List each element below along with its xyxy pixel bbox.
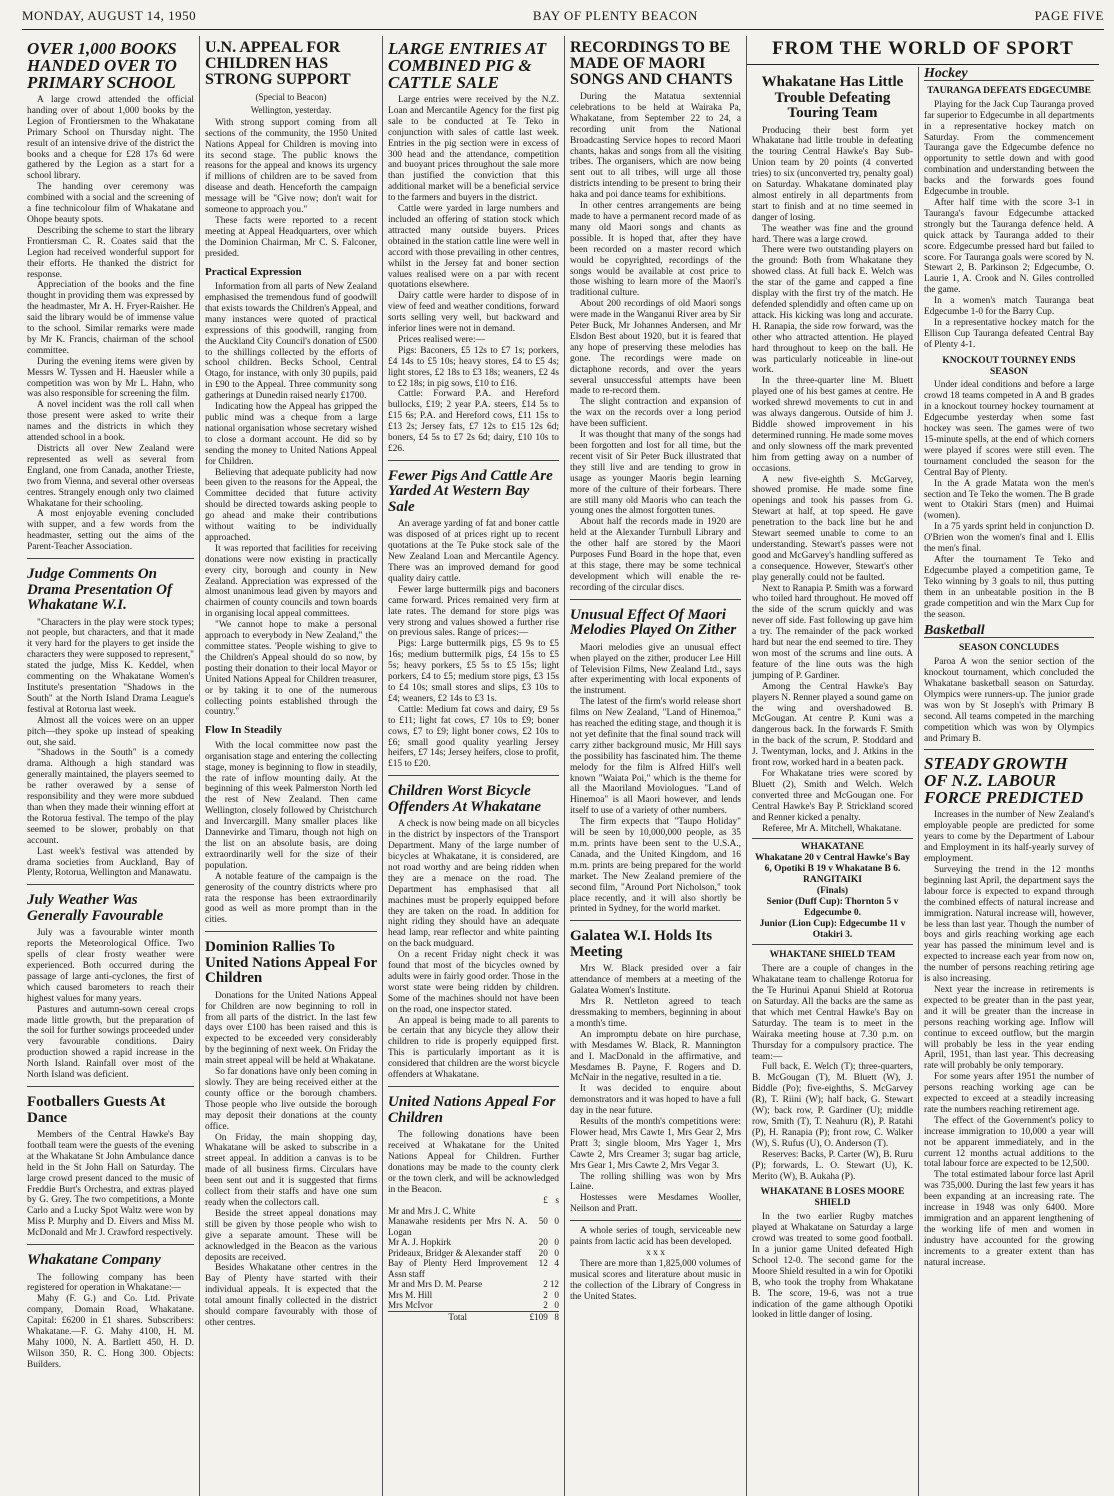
paragraph: After half time with the score 3-1 in Tauranga's favour Edgecumbe attacked strongly but the Tauranga defence held. A quick attack by Tauranga added to their score. Edgecumbe pressed hard but failed to score. For Tauranga goals were scored by N. Stewart 2, B. Parkinson 2; Edgecumbe, O. Laurie 1, A. Crook and N. Giles controlled the game. (924, 197, 1094, 296)
article-body (924, 810, 1094, 1268)
article-headline: Fewer Pigs And Cattle Are Yarded At Western Bay Sale (388, 467, 553, 515)
subheading: WHAKTANE SHIELD TEAM (769, 950, 896, 961)
article-body (27, 1273, 194, 1371)
article-body (752, 126, 913, 835)
article-body (27, 95, 194, 553)
paragraph: The total estimated labour force last April was 735,000. During the last few years it has been expanding at an increasing rate. The increase in 1948 was only 6400. More immigration and an apparent lengthening of the working life of men and women in industry have accounted for the growing increments to a greater extent than has natural increase. (924, 1170, 1094, 1268)
paragraph: Next year the increase in retirements is expected to be greater than in the past year, and it will be greater than the increase in persons reaching working age. Inflow will continue to exceed outflow, but the margin will probably be less in the year ending April, 1951, than last year. This decreasing rate will probably be only temporary. (924, 984, 1094, 1072)
pounds-header: £ (543, 1195, 548, 1206)
paragraph: Producing their best form yet Whakatane had little trouble in defeating the touring Central Hawke's Bay Sub-Union team by 20 points (4 converted tries) to six (unconverted try, penalty goal) on Saturday. Whakatane dominated play almost entirely in all departments from start to finish and at no time seemed in danger of losing. (752, 125, 913, 223)
total-label: Total (388, 1311, 527, 1322)
donation-row (388, 1237, 559, 1248)
total-pounds: £109 (529, 1311, 548, 1322)
paragraph: In a 75 yards sprint held in conjunction D. O'Brien won the women's final and I. Ellis the men's final. (924, 522, 1094, 555)
article-body (752, 964, 913, 1182)
sport-columns (747, 67, 1099, 1496)
article-body (205, 741, 377, 926)
sport-banner: FROM THE WORLD OF SPORT (747, 36, 1099, 65)
paragraph: A large crowd attended the official handing over of about 1,000 books by the Legion of Frontiersmen to the Whakatane Primary School on Thursday night. The result of an intensive drive of the district the books and a cheque for £28 17s 6d were gathered by the Legion as a start for a school library. (27, 95, 194, 182)
article-body (205, 282, 377, 718)
article-headline: STEADY GROWTH OF N.Z. LABOUR FORCE PREDICTED (924, 754, 1084, 808)
article-headline: Whakatane Has Little Trouble Defeating Touring Team (761, 74, 904, 121)
results-line: Whakatane 20 v Central Hawke's Bay 6, Opotiki B 19 v Whakatane B 6. (755, 853, 910, 875)
paragraph: Believing that adequate publicity had now been given to the reasons for the Appeal, the Committee decided that future activity should be directed towards asking people to go ahead and make their contributions without waiting to be individually approached. (205, 467, 377, 543)
article-headline: Judge Comments On Drama Presentation Of Whakatane W.I. (27, 566, 173, 614)
paragraph: "Characters in the play were stock types; not people, but characters, and that it made it very hard for the players to get inside the characters they were supposed to represent," stated the judge, Miss K. Keddel, when commenting on the Whakatane Women's Institute's presentation "Shadows in the South" at the North Island Drama League's festival at Rotorua last week. (27, 617, 194, 715)
paragraph: Full back, E. Welch (T); three-quarters, B. McGougan (T), M. Bluett (W), J. Biddle (Po); five-eighths, S. McGarvey (R), T. Riini (W); half back, G. Stewart (W); back row, P. Gardiner (U); middle row, Smith (T), T. Neahuru (R), P. Ratahi (P), H. Ranapia (P); front row, C. Walker (W), S. Rufus (U), O. Anderson (T). (752, 1062, 913, 1149)
filler-text: A whole series of tough, serviceable new paints from lactic acid has been developed. (570, 1226, 741, 1248)
article-body (924, 657, 1094, 744)
divider (388, 460, 559, 461)
article-body (924, 380, 1094, 620)
paragraph: The weather was fine and the ground hard. There was a large crowd. (752, 223, 913, 245)
article-headline: Galatea W.I. Holds Its Meeting (570, 928, 713, 960)
divider (27, 1244, 194, 1245)
results-heading: (Finals) (816, 886, 849, 897)
article-body (388, 519, 559, 770)
paragraph: For some years after 1951 the number of persons reaching working age can be expected to exceed at a steadily increasing rate the numbers reaching retirement age. (924, 1072, 1094, 1115)
paragraph: So far donations have only been coming in slowly. They are being received either at the county office or the borough chambers. Those people who live outside the borough may deposit their donations at the county office. (205, 1067, 377, 1132)
paragraph: Districts all over New Zealand were represented as well as several from England, one from Canada, another Trieste, two from Vienna, and several other overseas centres. Strangely enough only two claimed Whakatane for their schooling. (27, 444, 194, 509)
paragraph: For Whakatane tries were scored by Bluett (2), Smith and Welch. Welch converted three and McGougan one. For Central Hawke's Bay P. Strickland scored and Renner kicked a penalty. (752, 768, 913, 823)
donations-total-row (388, 1311, 559, 1322)
article-body (27, 928, 194, 1081)
donation-row (388, 1248, 559, 1259)
donation-pounds: 20 (538, 1237, 548, 1248)
results-line: Junior (Lion Cup): Edgecumbe 11 v Otakiri 3. (759, 919, 906, 941)
paragraph: Cattle: Medium fat cows and dairy, £9 5s to £11; light fat cows, £7 10s to £9; boner cows, £7 to £9; light boner cows, £2 10s to £6; small good quality yearling Jersey heifers, £7 14s; Jersey heifers, close to profit, £15 to £20. (388, 704, 559, 770)
paragraph: Pigs: Large buttermilk pigs, £5 9s to £5 16s; medium buttermilk pigs, £4 15s to £5 5s; heavy porkers, £5 5s to £5 15s; light porkers, £4 to £5; medium store pigs, £3 15s to £4 10s; small stores and slips, £3 10s to £4; weaners, £2 14s to £3 1s. (388, 639, 559, 704)
byline: (Special to Beacon) (255, 92, 327, 102)
donor-name: Mr A. J. Hopkirk (388, 1237, 452, 1248)
paragraph: During the Matatua sextennial celebrations to be held at Wairaka Pa, Whakatane, from September 22 to 24, a recording unit from the National Broadcasting Service hopes to record Maori chants, hakas and songs from all the visiting tribes. The organisers, which are now being sent out to all tribes, will urge all those districts intending to be present to bring their haka and poi dance teams for exhibitions. (570, 92, 741, 201)
paragraph: Increases in the number of New Zealand's employable people are predicted for some years to come by the Department of Labour and Employment in its half-yearly survey of employment. (924, 810, 1094, 865)
paragraph: The handing over ceremony was combined with a social and the screening of a fine technicolour film of Whakatane and Ohope beauty spots. (27, 182, 194, 225)
paragraph: Cattle were yarded in large numbers and included an offering of station stock which attracted many outside buyers. Prices obtained in the station cattle line were well in accord with those prevailing in other centres, whilst in the Jersey fat and boner section values realised were on a par with recent quotations elsewhere. (388, 204, 559, 291)
article-headline: Footballers Guests At Dance (27, 1094, 166, 1126)
paragraph: An appeal is being made to all parents to be certain that any bicycle they allow their children to ride is properly equipped first. This is particularly important as it is considered that children are the worst bicycle offenders at Whakatane. (388, 1015, 559, 1081)
divider (570, 920, 741, 921)
paragraph: Surveying the trend in the 12 months beginning last April, the department says the labour force is expected to expand through the combined effects of natural increase and immigration. Natural increase will, however, be less than last year. Though the number of boys and girls reaching working age each year has passed the minimum level and is expected to increase each year from now on, the number of persons reaching retiring age is also increasing. (924, 865, 1094, 985)
subheading: TAURANGA DEFEATS EDGECUMBE (927, 85, 1091, 96)
filler-text: There are more than 1,825,000 volumes of musical scores and literature about music in the collection of the Library of Congress in the United States. (570, 1258, 741, 1302)
paragraph: A notable feature of the campaign is the generosity of the country districts where pro rata the response has been extraordinarily good as well as more prompt than in the cities. (205, 871, 377, 926)
article-body (388, 95, 559, 455)
paragraph: It was thought that many of the songs had been forgotten and lost for all time, but the recent visit of Sir Peter Buck illustrated that they still live and are tending to grow in usage as younger Maoris begin learning more of the culture of their forbears. There are still many old Maoris who can teach the young ones the almost forgotten tunes. (570, 430, 741, 517)
paragraph: Large entries were received by the N.Z. Loan and Mercantile Agency for the first pig sale to be conducted at Te Teko in conjunction with sales of cattle last week. Entries in the pig section were in excess of 300 head and the attendance, competition and buoyant prices throughout the sale more than justified the conviction that this additional market will be a beneficial service to the farmers and buyers in the district. (388, 95, 559, 204)
article-body (752, 1212, 913, 1321)
donation-shillings: 0 (554, 1237, 559, 1248)
donor-name: Mr and Mrs D. M. Pearse (388, 1279, 483, 1290)
results-line: Senior (Duff Cup): Thornton 5 v Edgecumbe 0. (766, 897, 899, 919)
donor-name: Manawahe residents per Mrs N. A. Logan (388, 1216, 528, 1237)
donation-row (388, 1258, 559, 1279)
subheading: SEASON CONCLUDES (958, 643, 1060, 654)
paragraph: About 200 recordings of old Maori songs were made in the Wanganui River area by Sir Peter Buck, Mr Johannes Andersen, and Mr Elsdon Best about 1920, but it is feared that any hope of preserving these melodies has gone. The recordings were made on dictaphone records, and over the years several unsuccessful attempts have been made to re-record them. (570, 299, 741, 397)
total-shillings: 8 (548, 1311, 559, 1322)
article-headline: Dominion Rallies To United Nations Appeal For Children (205, 939, 377, 987)
paragraph: Results of the month's competitions were: Flower head, Mrs Cawte 1, Mrs Gear 2, Mrs Pratt 3; single bloom, Mrs Yager 1, Mrs Cawte 2, Mrs Creamer 3; sugar bag article, Mrs Gear 1, Mrs Cawte 2, Mrs Vegar 3. (570, 1117, 741, 1171)
page-number: PAGE FIVE (1034, 8, 1104, 23)
paragraph: Hostesses were Mesdames Wooller, Neilson and Pratt. (570, 1193, 741, 1215)
paragraph: Appreciation of the books and the fine thought in providing them was expressed by the headmaster, Mr A. H. Fryer-Raisher. He said the library would be of immense value to the school. Similar remarks were made by Mr K. Francis, chairman of the school committee. (27, 280, 194, 356)
article-headline: RECORDINGS TO BE MADE OF MAORI SONGS AND CHANTS (570, 39, 733, 88)
article-body (27, 618, 194, 880)
article-body (388, 1130, 559, 1195)
divider (388, 1086, 559, 1087)
paragraph: An average yarding of fat and boner cattle was disposed of at prices right up to recent quotations at the Te Puke stock sale of the New Zealand Loan and Mercantile Agency. There was an improved demand for good quality dairy cattle. (388, 519, 559, 584)
paragraph: Paroa A won the senior section of the knockout tournament, which concluded the Whakatane basketball season on Saturday. Olympics were runners-up. The junior grade was won by St Joseph's with Primary B second. All teams competed in the marching competition which was won by Olympics and Primary B. (924, 657, 1094, 744)
subheading: KNOCKOUT TOURNEY ENDS SEASON (942, 355, 1076, 377)
paper-name: BAY OF PLENTY BEACON (532, 8, 698, 23)
paragraph: In other centres arrangements are being made to have a permanent record made of as many old Maori songs and chants as possible. It is hoped that, after they have been recorded on a master record which would be copyrighted, recordings of the songs would be available at cost price to those wishing to learn more of the Maori's traditional culture. (570, 201, 741, 299)
columns (22, 36, 1104, 1496)
paragraph: Mrs W. Black presided over a fair attendance of members at a meeting of the Galatea Women's Institute. (570, 964, 741, 997)
paragraph: A novel incident was the roll call when those present were asked to write their names and the districts in which they attended school in a book. (27, 400, 194, 444)
issue-date: MONDAY, AUGUST 14, 1950 (22, 8, 197, 23)
article-body (570, 964, 741, 1215)
paragraph: With the local committee now past the organisation stage and entering the collecting stage, money is beginning to flow in steadily, the rate of inflow mounting daily. At the beginning of this week Palmerston North led the rest of New Zealand. Then came Wellington, closely followed by Christchurch and Invercargill. Many smaller places like Dannevirke and Timaru, though not high on the list on an absolute basis, are doing extraordinarily well for the size of their population. (205, 740, 377, 871)
results-heading: WHAKATANE (801, 842, 864, 853)
paragraph: Almost all the voices were on an upper pitch—they spoke up instead of speaking out, she said. (27, 715, 194, 748)
donation-shillings: 4 (554, 1258, 559, 1269)
paragraph: It was reported that facilities for receiving donations were now existing in practically every city, borough and county in New Zealand. Appreciation was expressed of the almost unanimous lead given by mayors and chairmen of county councils and town boards in organising local appeal committees. (205, 543, 377, 620)
donor-name: Bay of Plenty Herd Improvement Assn staff (388, 1258, 528, 1279)
shillings-header: s (555, 1195, 559, 1206)
paragraph: The following company has been registered for operation in Whakatane:— (27, 1272, 194, 1294)
donation-pounds: 20 (538, 1247, 548, 1258)
paragraph: After the tournament Te Teko and Edgecumbe played a competition game, Te Teko winning by 3 goals to nil, thus putting them in an unbeatable position in the B grade competition and win the Marx Cup for the season. (924, 554, 1094, 620)
divider (27, 1086, 194, 1087)
donor-name: Mrs McIvor (388, 1300, 433, 1311)
column-2 (200, 36, 383, 1496)
paragraph: Last week's festival was attended by drama societies from Auckland, Bay of Plenty, Rotorua, Wellington and Manawatu. (27, 846, 194, 879)
donor-name: Mrs M. Hill (388, 1289, 433, 1300)
article-body (205, 991, 377, 1329)
paragraph: Beside the street appeal donations may still be given by those people who wish to give a separate amount. These will be acknowledged in the Beacon as the various deposits are received. (205, 1208, 377, 1263)
paragraph: On a recent Friday night check it was found that most of the bicycles owned by adults were in fairly good order. Those in the worst state were being ridden by children. Some of the machines should not have been on the road, one inspector stated. (388, 950, 559, 1015)
paragraph: The firm expects that "Taupo Holiday" will be seen by 10,000,000 people, as 35 m.m. prints have been sent to the U.S.A., Canada, and the United Kingdom, and 16 m.m. prints are being prepared for the world market. The New Zealand premiere of the second film, "Around Port Nicholson," took place recently, and it will also shortly be printed in Sydney, for the world market. (570, 817, 741, 915)
subheading: WHAKATANE B LOSES MOORE SHIELD (760, 1187, 905, 1209)
paragraph: In the two earlier Rugby matches played at Whakatane on Saturday a large crowd was treated to some good football. In a junior game United defeated High School 12-0. The second game for the Moore Shield resulted in a win for Opotiki B, who took the trophy from Whakatane B. The score, 19-6, was not a true indication of the game although Opotiki looked in little danger of losing. (752, 1212, 913, 1321)
paragraph: A check is now being made on all bicycles in the district by inspectors of the Transport Department. Many of the large number of bicycles at Whakatane, it is considered, are not road worthy and are being ridden when they are a menace on the road. The Department has emphasised that all machines must be properly equipped before they are taken on the road. In addition for night riding they should have an adequate head lamp, rear reflector and white painting on the back mudguard. (388, 819, 559, 950)
paragraph: Dairy cattle were harder to dispose of in view of feed and weather conditions, forward sorts selling very well, but backward and inferior lines were not in demand. (388, 291, 559, 335)
paragraph: Describing the scheme to start the library Frontiersman C. R. Coates said that the Legion had received wonderful support for their efforts. He thanked the district for response. (27, 225, 194, 280)
article-headline: U.N. APPEAL FOR CHILDREN HAS STRONG SUPPORT (205, 39, 351, 88)
donation-shillings (548, 1206, 559, 1217)
divider (205, 931, 377, 932)
donation-shillings: 0 (554, 1216, 559, 1227)
paragraph: "Shadows in the South" is a comedy drama. Although a high standard was generally maintained, the players seemed to be rather overawed by a sense of responsibility and they were more subdued than when they made their winning effort at the Rotorua festival. The tempo of the play seemed to be slower, probably on that account. (27, 748, 194, 846)
paragraph: The slight contraction and expansion of the wax on the records over a long period have been sufficient. (570, 397, 741, 430)
paragraph: "We cannot hope to make a personal approach to everybody in New Zealand," the committee states. 'People wishing to give to the Children's Appeal should do so now, by posting their donation to their local Mayor or United Nations Appeal for Children treasurer, or by taking it to one of the numerous collecting points established through the country." (205, 620, 377, 718)
paragraph: In a women's match Tauranga beat Edgecumbe 1-0 for the Barry Cup. (924, 296, 1094, 318)
donation-pounds: 50 (538, 1216, 548, 1227)
paragraph: In the three-quarter line M. Bluett played one of his best games at centre. He worked shrewd movements to cut in and was always dangerous. Outside of him J. Biddle showed improvement in his determined running. He made some moves and only slowness off the mark prevented him from getting away on a number of occasions. (752, 376, 913, 474)
paragraph: Fewer large buttermilk pigs and baconers came forward. Prices remained very firm at late rates. The demand for store pigs was very strong and values showed a further rise on previous sales. Range of prices:— (388, 584, 559, 639)
divider (924, 749, 1094, 750)
paragraph: During the evening items were given by Messrs W. Tyssen and H. Haeusler while a competition was won by Mr L. Hahn, who was also responsible for screening the film. (27, 356, 194, 400)
subheading: Flow In Steadily (205, 724, 283, 737)
paragraph: It was decided to enquire about demonstrators and it was hoped to have a full day in the near future. (570, 1084, 741, 1117)
paragraph: Indicating how the Appeal has gripped the public mind was a cheque from a large national organisation whose secretary wished to close a dormant account. He did so by sending the money to United Nations Appeal for Children. (205, 402, 377, 467)
article-headline: OVER 1,000 BOOKS HANDED OVER TO PRIMARY SCHOOL (27, 39, 177, 92)
paragraph: A new five-eighth S. McGarvey, showed promise. He made some fine openings and took his passes from G. Stewart at half, at top speed. He gave penetration to the back line but he and Stewart seemed unable to come to an understanding. Stewart's passes were not good and McGarvey's handling suffered as a consequence. However, Stewart's other play generally could not be faulted. (752, 474, 913, 583)
article-body (924, 100, 1094, 351)
divider (570, 1220, 741, 1221)
paragraph: Among the Central Hawke's Bay players N. Renner played a sound game on the wing and overshadowed B. McGougan. At centre P. Kuni was a dangerous back. In the forwards F. Smith in the back of the scrum, P. Stoddard and J. Twentyman, locks, and J. Atkins in the front row, worked hard in a beaten pack. (752, 681, 913, 769)
divider (27, 558, 194, 559)
column-5 (747, 67, 919, 1496)
paragraph: A most enjoyable evening concluded with supper, and a few words from the headmaster, setting out the aims of the Parent-Teacher Association. (27, 509, 194, 553)
column-1 (22, 36, 200, 1496)
paragraph: Mrs R. Nettleton agreed to teach dressmaking to members, beginning in about a month's time. (570, 997, 741, 1029)
paragraph: Prices realised were:— (398, 334, 485, 345)
donor-name: Mr and Mrs J. C. White (388, 1205, 476, 1216)
separator-stars: x x x (646, 1248, 665, 1258)
paragraph: Members of the Central Hawke's Bay football team were the guests of the evening at the Whakatane St John Ambulance dance held in the St John Hall on Saturday. The large crowd present danced to the music of Freddie Burt's Orchestra, and extras played by G. Grey. The two competitions, a Monte Carlo and a Lucky Spot Waltz were won by Miss P. Murphy and D. Eivers and Miss M. McDonald and Mr J. Crawford respectively. (27, 1130, 194, 1239)
paragraph: Pigs: Baconers, £5 12s to £7 1s; porkers, £4 14s to £5 10s; heavy stores, £4 to £5 4s; light stores, £2 18s to £3 18s; weaners, £2 4s to £2 18s; in pig sows, £10 to £16. (388, 345, 559, 389)
paragraph: There are a couple of changes in the Whakatane team to challenge Rotorua for the Te Hurinui Apanui Shield at Rotorua on Saturday. All the backs are the same as that which met Central Hawke's Bay on Saturday. The team is to meet in the Wairaka meeting house at 7.30 p.m. on Thursday for a compulsory practice. The team:— (752, 964, 913, 1062)
donation-pounds (527, 1206, 547, 1217)
paragraph: About half the records made in 1920 are held at the Alexander Turnbull Library and the other half are stored by the Maori Purposes Fund Board in the hope that, even at this stage, there may be some technical development which will enable the re-recording of the circular discs. (570, 517, 741, 593)
paragraph: Maori melodies give an unusual effect when played on the zither, producer Lee Hill of Television Films, New Zealand Ltd., says after experimenting with local exponents of the instrument. (570, 642, 741, 697)
paragraph: July was a favourable winter month reports the Meteorological Office. Two spells of clear frosty weather were experienced. Both occurred during the passage of large anti-cyclones, the first of which caused barometers to reach their highest values for many years. (27, 928, 194, 1004)
paragraph: Besides Whakatane other centres in the Bay of Plenty have started with their individual appeals. It is expected that the total amount finally collected in the district should compare favourably with those of other centres. (205, 1263, 377, 1328)
article-headline: Whakatane Company (27, 1252, 161, 1269)
paragraph: In the A grade Matata won the men's section and Te Teko the women. The B grade went to Otakiri Stars (men) and Huimai (women). (924, 478, 1094, 522)
article-headline: LARGE ENTRIES AT COMBINED PIG & CATTLE SALE (388, 39, 547, 92)
paragraph: The following donations have been received at Whakatane for the United Nations Appeal for Children. Further donations may be made to the county clerk or the town clerk, and will be acknowledged in the Beacon. (388, 1130, 559, 1195)
divider (27, 884, 194, 885)
paragraph: The effect of the Government's policy to increase immigration to 10,000 a year will not be apparent immediately, and in the current 12 months actual additions to the total labour force are expected to be 12,500. (924, 1115, 1094, 1170)
divider (388, 775, 559, 776)
paragraph: Donations for the United Nations Appeal for Children are now beginning to roll in from all parts of the district. In the last few days over £100 has been raised and this is expected to be exceeded very considerably by the beginning of next week. On Friday the main street appeal will be held at Whakatane. (205, 990, 377, 1067)
donation-row (388, 1216, 559, 1237)
article-body (27, 1130, 194, 1239)
article-body (570, 92, 741, 594)
paragraph: The latest of the firm's world release short films on New Zealand, "Land of Hinemoa," has reached the editing stage, and though it is not yet definite that the final sound track will carry zither background music, Mr Hill says the possibility has fascinated him. The theme melody for the film is Alfred Hill's well known "Waiata Poi," which is the theme for all the Maoriland Moviologues. "Land of Hinemoa" is all Maori however, and lends itself to use of a variety of other numbers. (570, 697, 741, 817)
article-headline: Children Worst Bicycle Offenders At Whakatane (388, 783, 542, 815)
paragraph: The rolling shilling was won by Mrs Laine. (570, 1171, 741, 1193)
donation-pounds: 2 (543, 1279, 548, 1290)
donation-shillings: 0 (554, 1300, 559, 1311)
donation-pounds: 2 (543, 1289, 548, 1300)
paragraph: Information from all parts of New Zealand emphasised the tremendous fund of goodwill that exists towards the Children's Appeal, and many instances were quoted of practical expressions of this goodwill, ranging from the Auckland City Council's donation of £500 to the shillings collected by the efforts of school children. Becks School, Central Otago, for instance, with only 30 pupils, paid in £90 to the Appeal. Three community song gatherings at Dunedin raised nearly £1700. (205, 282, 377, 402)
section-label: Basketball (924, 626, 1094, 638)
paragraph: Under ideal conditions and before a large crowd 18 teams competed in A and B grades in a knockout tourney hockey tournament at Edgecumbe yesterday when some fast hockey was seen. The games were of two 15-minute spells, at the end of which corners were played if scores were still even. The tournament concluded the season for the Central Bay of Plenty. (924, 380, 1094, 478)
masthead (22, 8, 1104, 30)
results-heading: RANGITAIKI (803, 875, 862, 886)
section-label: Hockey (924, 69, 1094, 81)
paragraph: On Friday, the main shopping day, Whakatane will be asked to subscribe in a street appeal. In addition a canvas is to be made of all business firms. Circulars have been sent out and it is suggested that firms collect from their staffs and have one sum ready when the collectors call. (205, 1132, 377, 1208)
donation-row (388, 1300, 559, 1311)
dateline: Wellington, yesterday. (250, 104, 332, 115)
paragraph: In a representative hockey match for the Ellison Cup Tauranga defeated Central Bay of Plenty 4-1. (924, 317, 1094, 350)
paragraph: These facts were reported to a recent meeting at Appeal Headquarters, over which the Dominion Chairman, Mr C. S. Falconer, presided. (205, 215, 377, 259)
donation-shillings: 12 (549, 1279, 559, 1290)
donation-pounds: 12 (538, 1258, 548, 1269)
article-body (205, 118, 377, 260)
donation-pounds: 2 (543, 1300, 548, 1311)
results-box (752, 838, 913, 945)
article-headline: Unusual Effect Of Maori Melodies Played On Zither (570, 606, 737, 639)
column-4 (565, 36, 747, 1496)
column-3 (383, 36, 565, 1496)
donation-shillings: 0 (554, 1247, 559, 1258)
paragraph: With strong support coming from all sections of the community, the 1950 United Nations Appeal for Children is moving into its second stage. The public knows the reasons for the appeal and knows its urgency if millions of children are to be saved from disease and death. Henceforth the campaign message will be "Give now; don't wait for someone to approach you." (205, 117, 377, 216)
paragraph: Cattle: Forward P.A. and Hereford bullocks, £19; 2 year P.A. steers, £14 5s to £15 6s; P.A. and Hereford cows, £11 15s to £13 2s; Jersey fats, £7 12s to £15 12s 6d; boners, £4 5s to £7 2s 6d; dairy, £10 10s to £26. (388, 389, 559, 454)
donor-name: Prideaux, Bridger & Alexander staff (388, 1247, 522, 1258)
donation-row (388, 1206, 559, 1217)
paragraph: Mahy (F. G.) and Co. Ltd. Private company, Domain Road, Whakatane. Capital: £6200 in £1 shares. Subscribers: Whakatane.—F. G. Mahy 4100, H. M. Mahy 1000, N. A. Bartlett 450, H. D. Wilson 350, R. C. Hong 300. Objects: Builders. (27, 1294, 194, 1370)
paragraph: Referee, Mr A. Mitchell, Whakatane. (762, 823, 902, 834)
article-headline: July Weather Was Generally Favourable (27, 892, 164, 924)
paragraph: Pastures and autumn-sown cereal crops made little growth, but the preparation of the soil for further sowings proceeded under very favourable conditions. Dairy production showed a rapid increase in the North Island. Rainfall over most of the North Island was deficient. (27, 1004, 194, 1081)
article-body (388, 819, 559, 1081)
donation-row (388, 1290, 559, 1301)
divider (570, 599, 741, 600)
paragraph: Next to Ranapia P. Smith was a forward who toiled hard throughout. He moved off the side of the scrum quickly and was never off side. Fast following up gave him a try. The remainder of the pack worked hard but near the end seemed to tire. They won most of the scrums and line outs. A feature of the line outs was the high jumping of P. Gardiner. (752, 583, 913, 681)
paragraph: There were two outstanding players on the ground: Both from Whakatane they showed class. At full back E. Welch was the star of the game and capped a fine display with the first try of the match. He defended splendidly and often came up on attack. His kicking was long and accurate. H. Ranapia, the side row forward, was the other who attracted attention. He played hard throughout to keep on the ball. He was particularly noticeable in line-out work. (752, 245, 913, 376)
column-6 (919, 67, 1099, 1496)
donations-table (388, 1195, 559, 1322)
paragraph: An impromptu debate on hire purchase, with Mesdames W. Black, R. Mannington and I. MacDonald in the affirmative, and Mesdames B. Payne, F. Rogers and D. McNair in the negative, resulted in a tie. (570, 1029, 741, 1084)
article-headline: United Nations Appeal For Children (388, 1094, 556, 1126)
paragraph: Playing for the Jack Cup Tauranga proved far superior to Edgecumbe in all departments in a representative hockey match on Saturday. From the commencement Tauranga gave the Edgecumbe defence no opportunity to settle down and with good combination and understanding between the backs and the forwards goes found Edgecumbe in trouble. (924, 99, 1094, 198)
subheading: Practical Expression (205, 265, 302, 278)
donation-row (388, 1279, 559, 1290)
donation-shillings: 0 (554, 1289, 559, 1300)
article-body (570, 643, 741, 916)
paragraph: Reserves: Backs, P. Carter (W), B. Ruru (P); forwards, L. O. Stewart (U), K. Merito (W), B. Aukaha (P). (752, 1149, 913, 1182)
sport-section (747, 36, 1099, 1496)
